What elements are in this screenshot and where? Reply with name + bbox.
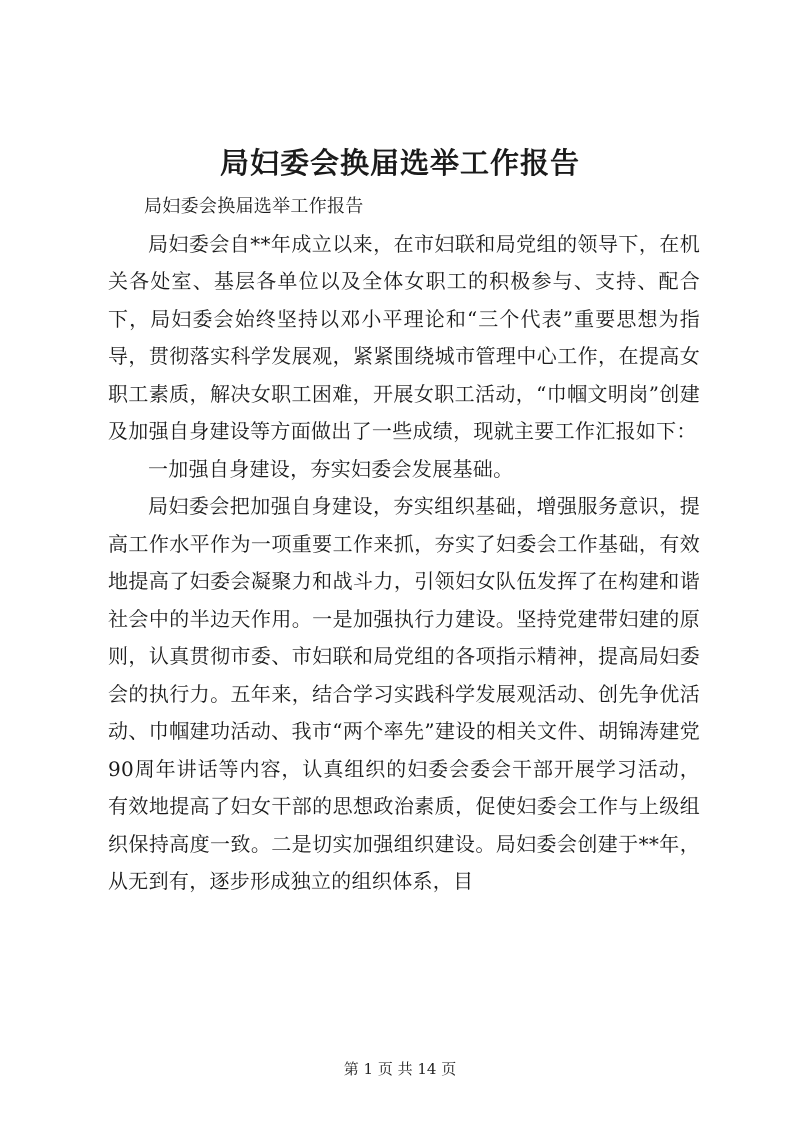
section-heading-1: 一加强自身建设，夯实妇委会发展基础。	[148, 456, 514, 481]
page-number: 第 1 页 共 14 页	[343, 1060, 457, 1078]
document-subtitle: 局妇委会换届选举工作报告	[144, 196, 364, 217]
paragraph-section-1: 局妇委会把加强自身建设，夯实组织基础，增强服务意识，提高工作水平作为一项重要工作来抓，夯实了妇委会工作基础，有效地提高了妇委会凝聚力和战斗力，引领妇女队伍发挥了在构建和谐社会中的半边天作用。一是加强执行力建设。坚持党建带妇建的原则，认真贯彻市委、市妇联和局党组的各项指示精神，提高局妇委会的执行力。五年来，结合学习实践科学发展观活动、创先争优活动、巾帼建功活动、我市“两个率先”建设的相关文件、胡锦涛建党90周年讲话等内容，认真组织的妇委会委会干部开展学习活动，有效地提高了妇女干部的思想政治素质，促使妇委会工作与上级组织保持高度一致。二是切实加强组织建设。局妇委会创建于**年，从无到有，逐步形成独立的组织体系，目	[108, 494, 700, 893]
paragraph-intro: 局妇委会自**年成立以来，在市妇联和局党组的领导下，在机关各处室、基层各单位以及全体女职工的积极参与、支持、配合下，局妇委会始终坚持以邓小平理论和“三个代表”重要思想为指导，贯彻落实科学发展观，紧紧围绕城市管理中心工作，在提高女职工素质，解决女职工困难，开展女职工活动，“巾帼文明岗”创建及加强自身建设等方面做出了一些成绩，现就主要工作汇报如下：	[108, 231, 700, 443]
document-title: 局妇委会换届选举工作报告	[219, 146, 580, 180]
document-body	[108, 188, 700, 901]
